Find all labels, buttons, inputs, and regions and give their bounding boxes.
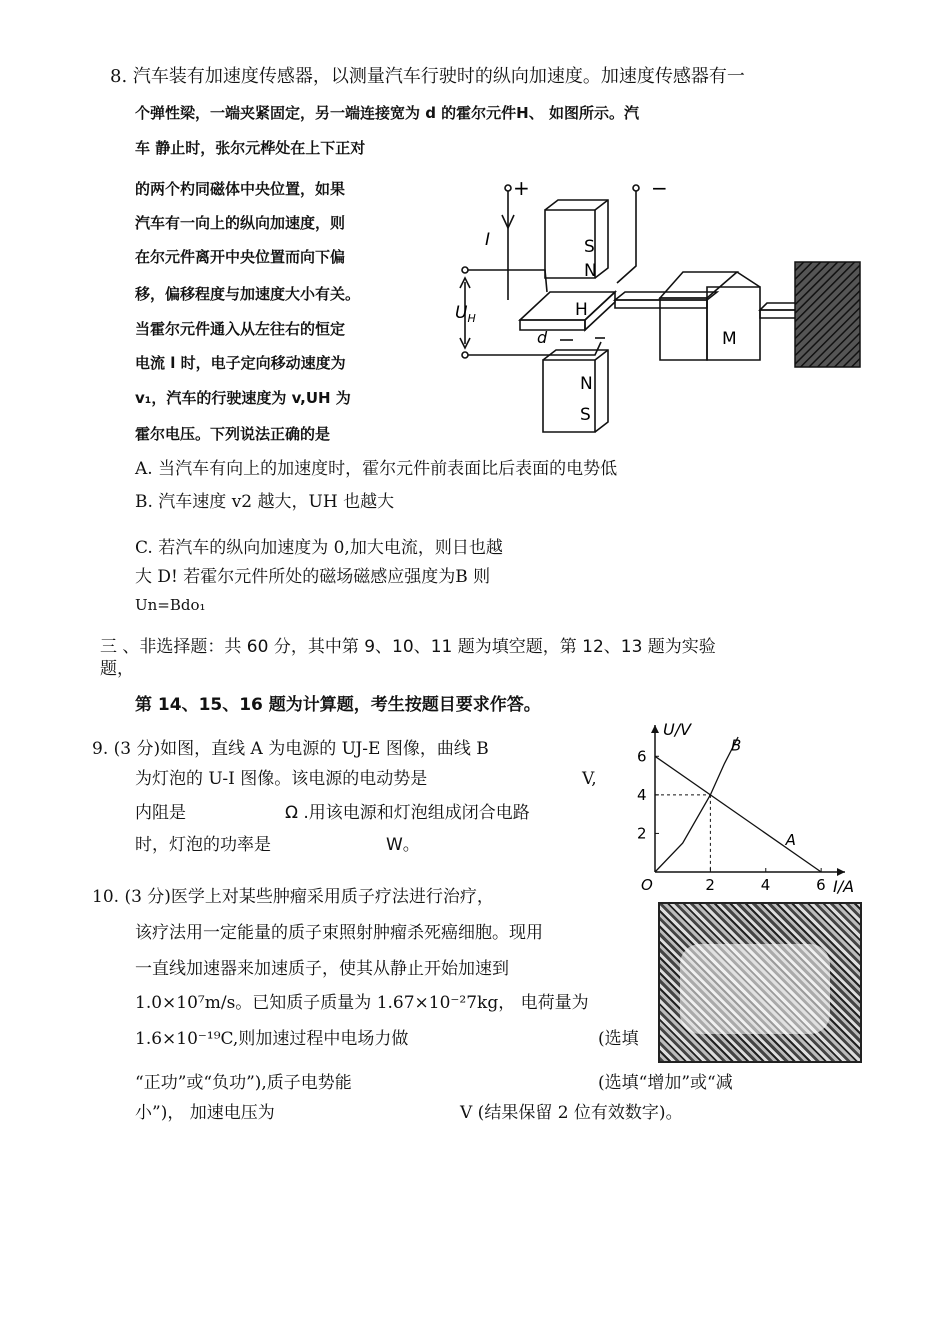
q10-line5-choice: (选填 xyxy=(598,1029,639,1049)
bottom-magnet-n-label: N xyxy=(580,374,593,394)
x-tick-label: 4 xyxy=(760,876,771,894)
q8-option-d: 大 D! 若霍尔元件所处的磁场磁感应强度为B 则 xyxy=(135,567,491,587)
width-d-label: d xyxy=(537,328,548,347)
q10-line7-rest: V (结果保留 2 位有效数字)。 xyxy=(460,1103,683,1123)
ui-graph xyxy=(625,720,855,902)
series-a-label: A xyxy=(785,831,796,850)
q10-line3: 一直线加速器来加速质子，使其从静止开始加速到 xyxy=(135,959,509,979)
y-tick-label: 4 xyxy=(637,785,647,804)
q10-line2: 该疗法用一定能量的质子束照射肿瘤杀死癌细胞。现用 xyxy=(135,923,543,943)
current-label: I xyxy=(485,230,491,250)
q9-line3-rest: Ω .用该电源和灯泡组成闭合电路 xyxy=(285,803,530,823)
q8-line3: 车 静止时，张尔元桦处在上下正对 xyxy=(135,139,366,157)
q10-line4: 1.0×10⁷m/s。已知质子质量为 1.67×10⁻²7kg， 电荷量为 xyxy=(135,993,589,1013)
q10-line1: 10. (3 分)医学上对某些肿瘤采用质子疗法进行治疗， xyxy=(92,887,494,907)
mass-label: M xyxy=(722,329,737,349)
q9-line4: 时，灯泡的功率是 xyxy=(135,835,271,855)
q10-line6: “正功”或“负功”),质子电势能 xyxy=(135,1073,352,1093)
q8-line1: 8. 汽车装有加速度传感器，以测量汽车行驶时的纵向加速度。加速度传感器有一 xyxy=(110,66,745,87)
q10-line7: 小”)， 加速电压为 xyxy=(135,1103,275,1123)
y-tick-label: 6 xyxy=(637,747,647,766)
q8-line4: 的两个杓同磁体中央位置，如果 xyxy=(135,180,346,198)
q8-option-a: A. 当汽车有向上的加速度时，霍尔元件前表面比后表面的电势低 xyxy=(135,459,618,479)
q8-line8: 当霍尔元件通入从左往右的恒定 xyxy=(135,320,346,338)
top-magnet-n-label: N xyxy=(584,261,597,281)
q9-line1: 9. (3 分)如图，直线 A 为电源的 UJ-E 图像，曲线 B xyxy=(92,739,489,759)
uh-label: $U_H$ xyxy=(455,303,476,325)
minus-terminal-label: − xyxy=(651,176,668,200)
hall-sensor-diagram xyxy=(445,170,870,450)
origin-label: O xyxy=(641,876,653,894)
y-axis-arrow xyxy=(651,725,659,733)
q8-line9: 电流 l 时，电子定向移动速度为 xyxy=(135,354,346,372)
bottom-magnet-s-label: S xyxy=(580,405,591,425)
y-tick-label: 2 xyxy=(637,824,647,843)
q10-line6-choice: (选填“增加”或“减 xyxy=(598,1073,733,1093)
section3-line2: 第 14、15、16 题为计算题，考生按题目要求作答。 xyxy=(135,695,541,715)
q8-option-b: B. 汽车速度 v2 越大，UH 也越大 xyxy=(135,492,395,512)
x-tick-label: 6 xyxy=(816,876,826,894)
section3-line1: 三 、非选择题：共 60 分，其中第 9、10、11 题为填空题，第 12、13 题为实验 xyxy=(100,637,716,657)
q8-option-d-formula: Un=Bdo₁ xyxy=(135,596,206,614)
q8-line11: 霍尔电压。下列说法正确的是 xyxy=(135,425,331,443)
q9-line2-unit: V, xyxy=(582,769,597,789)
x-axis-arrow xyxy=(837,868,845,876)
q9-line3: 内阻是 xyxy=(135,803,186,823)
q9-line2: 为灯泡的 U-I 图像。该电源的电动势是 xyxy=(135,769,428,789)
q8-line7: 移，偏移程度与加速度大小有关。 xyxy=(135,285,361,303)
q8-line6: 在尔元件离开中央位置而向下偏 xyxy=(135,248,346,266)
q10-line5: 1.6×10⁻¹⁹C,则加速过程中电场力做 xyxy=(135,1029,409,1049)
q8-line2: 个弹性梁，一端夹紧固定，另一端连接宽为 d 的霍尔元件H、 如图所示。汽 xyxy=(135,104,639,122)
section3-line1b: 题， xyxy=(100,659,134,679)
q8-option-c: C. 若汽车的纵向加速度为 0,加大电流，则日也越 xyxy=(135,538,503,558)
plus-terminal-label: + xyxy=(513,176,530,200)
series-a-line xyxy=(655,756,821,872)
series-b-curve xyxy=(655,737,738,872)
q8-line10: v₁，汽车的行驶速度为 v,UH 为 xyxy=(135,389,351,407)
x-tick-label: 2 xyxy=(705,876,715,894)
hall-element-label: H xyxy=(575,300,588,320)
linear-accelerator-photo xyxy=(658,902,862,1063)
series-b-label: B xyxy=(731,736,742,755)
y-axis-label: U/V xyxy=(663,720,692,739)
q9-line4-unit: W。 xyxy=(386,835,420,855)
q8-line5: 汽车有一向上的纵向加速度，则 xyxy=(135,214,346,232)
top-magnet-s-label: S xyxy=(584,237,595,257)
x-axis-label: I/A xyxy=(833,877,855,896)
